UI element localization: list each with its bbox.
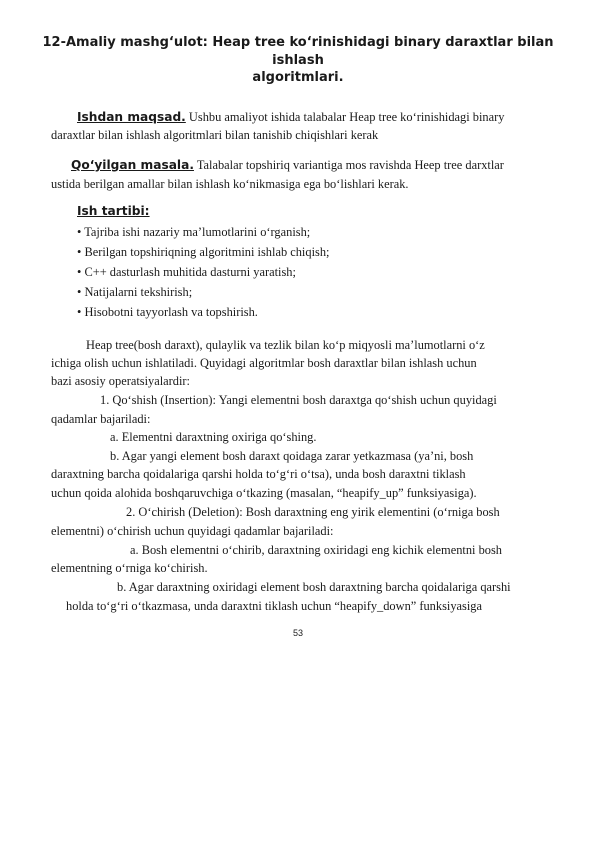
page-number: 53 (292, 628, 303, 638)
order-item: • Tajriba ishi nazariy ma’lumotlarini o‘rganish; (77, 225, 311, 239)
aim-text-1: Ushbu amaliyot ishida talabalar Heap tree ko‘rinishidagi binary (185, 110, 505, 124)
task-line-1 (71, 158, 504, 173)
order-item: • Hisobotni tayyorlash va topshirish. (77, 305, 258, 319)
p7-line-1: b. Agar daraxtning oxiridagi element bosh daraxtning barcha qoidalariga qarshi (117, 580, 511, 594)
p3-line-1: a. Elementni daraxtning oxiriga qo‘shing. (110, 430, 317, 444)
p6-line-2: elementning o‘rniga ko‘chirish. (51, 561, 208, 575)
task-text-1: Talabalar topshiriq variantiga mos ravishda Heep tree darxtlar (193, 158, 504, 172)
task-heading: Qo‘yilgan masala. (71, 158, 194, 172)
p2-line-2: qadamlar bajariladi: (51, 412, 151, 426)
p6-line-1: a. Bosh elementni o‘chirib, daraxtning oxiridagi eng kichik elementni bosh (130, 543, 502, 557)
aim-line-1 (77, 110, 504, 125)
p4-line-2: daraxtning barcha qoidalariga qarshi holda to‘g‘ri o‘tsa), unda bosh daraxtni tiklash (51, 467, 466, 481)
order-item: • Berilgan topshiriqning algoritmini ishlab chiqish; (77, 245, 330, 259)
page-title (40, 34, 556, 87)
aim-heading: Ishdan maqsad. (77, 110, 186, 124)
p4-line-1: b. Agar yangi element bosh daraxt qoidaga zarar yetkazmasa (ya’ni, bosh (110, 449, 474, 463)
p1-line-1: Heap tree(bosh daraxt), qulaylik va tezlik bilan ko‘p miqyosli ma’lumotlarni o‘z (86, 338, 485, 352)
p2-line-1: 1. Qo‘shish (Insertion): Yangi elementni bosh daraxtga qo‘shish uchun quyidagi (100, 393, 497, 407)
order-item: • Natijalarni tekshirish; (77, 285, 193, 299)
title-line-2: ishlash (272, 52, 324, 68)
title-line-3: algoritmlari. (252, 70, 344, 85)
order-item: • C++ dasturlash muhitida dasturni yaratish; (77, 265, 296, 279)
p7-line-2: holda to‘g‘ri o‘tkazmasa, unda daraxtni tiklash uchun “heapify_down” funksiyasiga (66, 599, 482, 613)
order-heading: Ish tartibi: (77, 204, 150, 218)
title-line-1: 12-Amaliy mashg‘ulot: Heap tree ko‘rinishidagi binary daraxtlar bilan (42, 35, 554, 50)
p1-line-3: bazi asosiy operatsiyalardir: (51, 374, 191, 388)
p5-line-1: 2. O‘chirish (Deletion): Bosh daraxtning eng yirik elementini (o‘rniga bosh (126, 505, 500, 519)
p4-line-3: uchun qoida alohida boshqaruvchiga o‘tkazing (masalan, “heapify_up” funksiyasiga). (51, 486, 477, 500)
task-line-2: ustida berilgan amallar bilan ishlash ko‘nikmasiga ega bo‘lishlari kerak. (51, 177, 409, 191)
p5-line-2: elementni) o‘chirish uchun quyidagi qadamlar bajariladi: (51, 524, 334, 538)
aim-line-2: daraxtlar bilan ishlash algoritmlari bilan tanishib chiqishlari kerak (51, 128, 379, 142)
p1-line-2: ichiga olish uchun ishlatiladi. Quyidagi algoritmlar bosh daraxtlar bilan ishlash uchun (51, 356, 477, 370)
